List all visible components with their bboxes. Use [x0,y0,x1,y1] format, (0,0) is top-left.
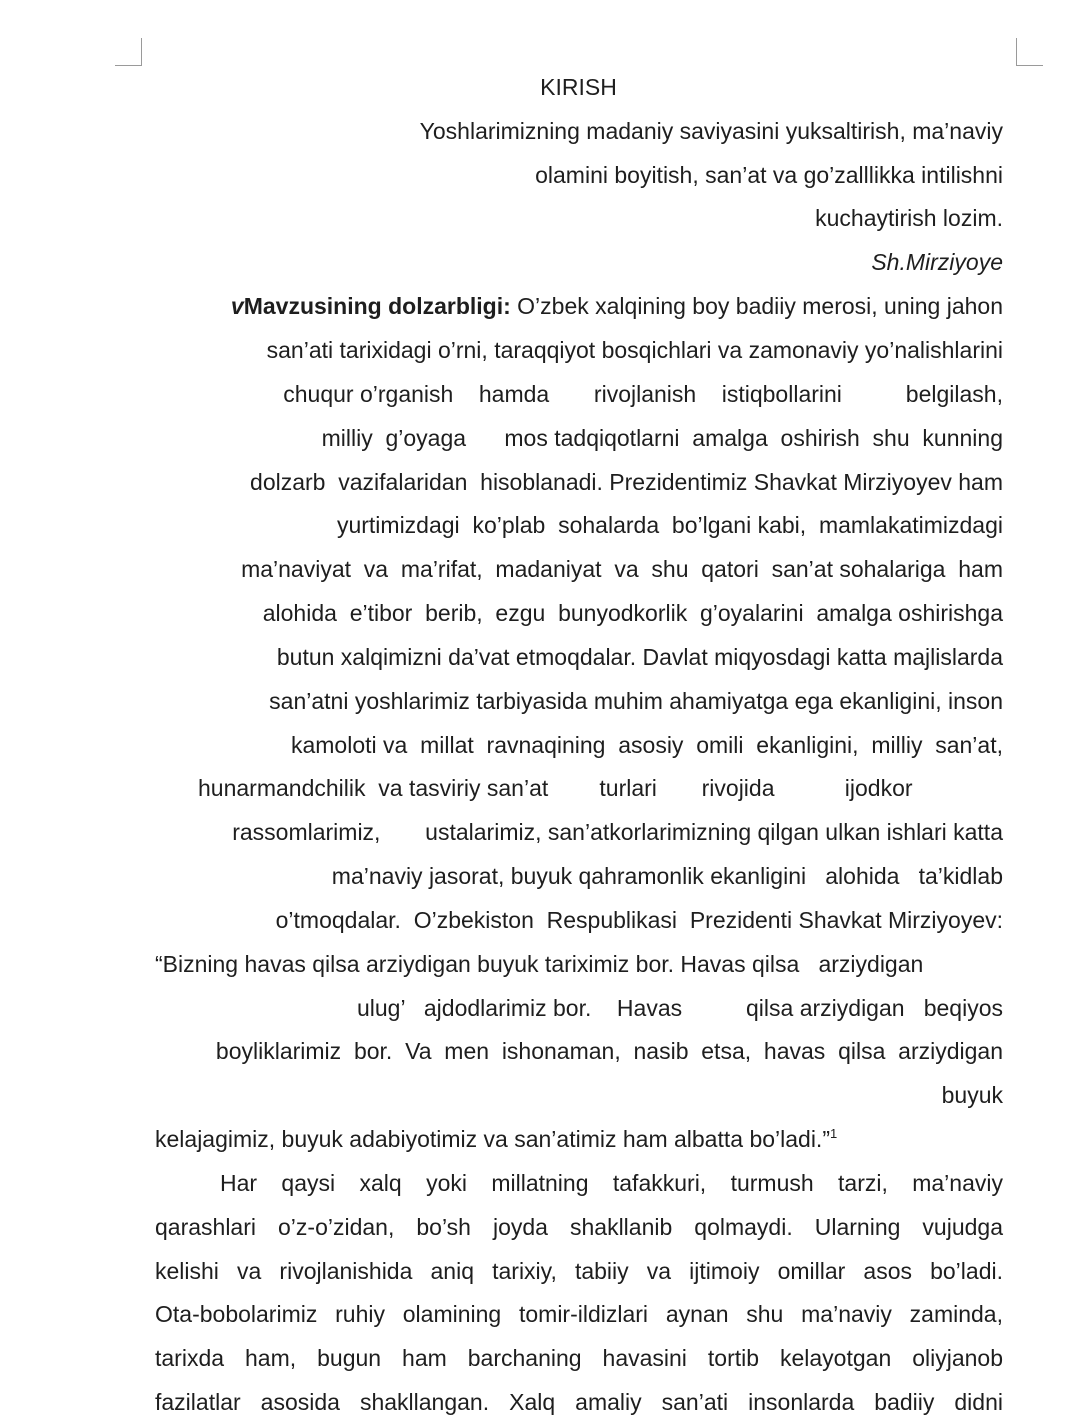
paragraph-line: buyuk [941,1082,1003,1108]
epigraph-line: kuchaytirish lozim. [815,205,1003,231]
page-title: KIRISH [540,74,617,100]
epigraph-line: Yoshlarimizning madaniy saviyasini yuksaltirish, ma’naviy [419,118,1003,144]
paragraph-line: chuqur o’rganish hamda rivojlanish istiqbollarini belgilash, [283,381,1003,407]
paragraph-line: san’atni yoshlarimiz tarbiyasida muhim ahamiyatga ega ekanligini, inson [269,688,1003,714]
body-line: Ota-bobolarimiz ruhiy olamining tomir-ildizlari aynan shu ma’naviy zaminda, [155,1301,1003,1327]
paragraph-line: san’ati tarixidagi o’rni, taraqqiyot bosqichlari va zamonaviy yo’nalishlarini [266,337,1003,363]
body-line: Har qaysi xalq yoki millatning tafakkuri, turmush tarzi, ma’naviy [220,1170,1003,1196]
epigraph-line: olamini boyitish, san’at va go’zalllikka intilishni [535,162,1003,188]
relevance-first-line [231,292,1003,320]
paragraph-line: rassomlarimiz, ustalarimiz, san’atkorlarimizning qilgan ulkan ishlari katta [232,819,1003,845]
bullet-marker: v [230,293,244,319]
epigraph-author: Sh.Mirziyoye [871,249,1003,275]
paragraph-line: butun xalqimizni da’vat etmoqdalar. Davlat miqyosdagi katta majlislarda [276,644,1003,670]
body-line: kelishi va rivojlanishida aniq tarixiy, tabiiy va ijtimoiy omillar asos bo’ladi. [155,1258,1003,1284]
paragraph-line: yurtimizdagi ko’plab sohalarda bo’lgani kabi, mamlakatimizdagi [336,512,1003,538]
relevance-first-line-text: O’zbek xalqining boy badiiy merosi, uning jahon [517,293,1003,319]
paragraph-line: milliy g’oyaga mos tadqiqotlarni amalga oshirish shu kunning [321,425,1003,451]
paragraph-line: boyliklarimiz bor. Va men ishonaman, nasib etsa, havas qilsa arziydigan [215,1038,1003,1064]
relevance-heading: Mavzusining dolzarbligi: [243,293,511,319]
paragraph-line: ma’naviy jasorat, buyuk qahramonlik ekanligini alohida ta’kidlab [331,863,1003,889]
paragraph-line: alohida e’tibor berib, ezgu bunyodkorlik g’oyalarini amalga oshirishga [262,600,1003,626]
paragraph-line: ma’naviyat va ma’rifat, madaniyat va shu qatori san’at sohalariga ham [241,556,1003,582]
page-corner-mark-right [1016,38,1043,66]
page-corner-mark-left [115,38,142,66]
paragraph-line: hunarmandchilik va tasviriy san’at turlari rivojida ijodkor [198,775,913,801]
paragraph-line-text: kelajagimiz, buyuk adabiyotimiz va san’atimiz ham albatta bo’ladi.” [155,1126,830,1152]
paragraph-line: o’tmoqdalar. O’zbekiston Respublikasi Prezidenti Shavkat Mirziyoyev: [275,907,1003,933]
body-line: tarixda ham, bugun ham barchaning havasini tortib kelayotgan oliyjanob [155,1345,1003,1371]
body-line: qarashlari o’z-o’zidan, bo’sh joyda shakllanib qolmaydi. Ularning vujudga [155,1214,1003,1240]
paragraph-line: “Bizning havas qilsa arziydigan buyuk tariximiz bor. Havas qilsa arziydigan [155,951,924,977]
quote-closing-line [155,1125,837,1153]
paragraph-line: kamoloti va millat ravnaqining asosiy omili ekanligini, milliy san’at, [290,732,1003,758]
footnote-reference[interactable]: 1 [830,1126,838,1141]
paragraph-line: dolzarb vazifalaridan hisoblanadi. Prezidentimiz Shavkat Mirziyoyev ham [250,469,1003,495]
body-line: fazilatlar asosida shakllangan. Xalq amaliy san’ati insonlarda badiiy didni [155,1389,1003,1415]
paragraph-line: ulug’ ajdodlarimiz bor. Havas qilsa arziydigan beqiyos [356,995,1003,1021]
